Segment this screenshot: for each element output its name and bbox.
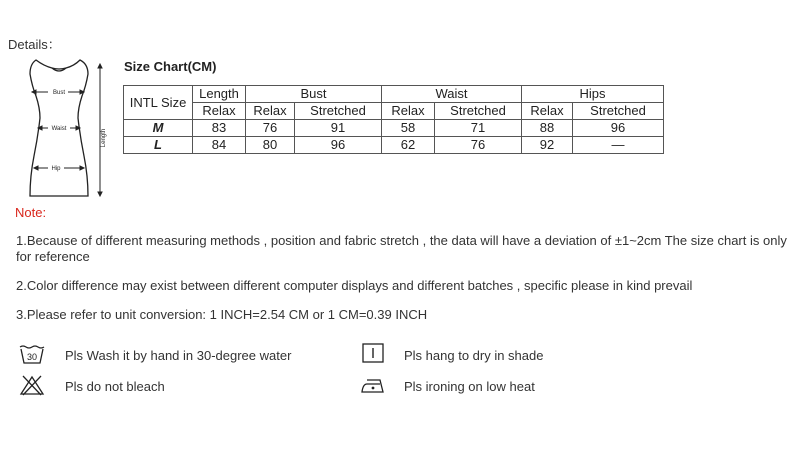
note-item-3: 3.Please refer to unit conversion: 1 INCH=2.54 CM or 1 CM=0.39 INCH: [16, 307, 428, 322]
table-cell: 76: [435, 137, 522, 154]
table-cell: —: [573, 137, 664, 154]
care-bleach-text: Pls do not bleach: [65, 379, 165, 394]
table-cell: 91: [295, 120, 382, 137]
no-bleach-icon: [19, 374, 45, 396]
dress-bust-label: Bust: [52, 90, 66, 96]
hips-header: Hips: [522, 86, 664, 103]
note-item-2: 2.Color difference may exist between different computer displays and different batches , specific please in kind prevail: [16, 278, 693, 293]
bust-relax-header: Relax: [246, 103, 295, 120]
size-chart-title: Size Chart(CM): [124, 59, 217, 74]
table-cell: 71: [435, 120, 522, 137]
care-wash-text: Pls Wash it by hand in 30-degree water: [65, 348, 292, 363]
length-header: Length: [193, 86, 246, 103]
wash-temperature: 30: [26, 352, 38, 362]
table-subheader-row: [124, 103, 664, 120]
size-chart-table: [123, 85, 664, 154]
hand-wash-icon: [19, 343, 45, 365]
table-cell: 76: [246, 120, 295, 137]
table-cell: 62: [382, 137, 435, 154]
waist-header: Waist: [382, 86, 522, 103]
table-row: [124, 137, 664, 154]
dress-waist-label: Waist: [51, 126, 67, 132]
note-label: Note:: [15, 205, 47, 220]
size-cell: M: [124, 120, 193, 137]
dress-diagram: [14, 56, 114, 204]
hips-stretched-header: Stretched: [573, 103, 664, 120]
table-cell: 80: [246, 137, 295, 154]
dress-hip-label: Hip: [51, 166, 61, 172]
table-row: [124, 120, 664, 137]
table-cell: 83: [193, 120, 246, 137]
size-cell: L: [124, 137, 193, 154]
bust-stretched-header: Stretched: [295, 103, 382, 120]
iron-low-heat-icon: [360, 374, 386, 396]
table-cell: 88: [522, 120, 573, 137]
care-iron-text: Pls ironing on low heat: [404, 379, 535, 394]
care-hang-text: Pls hang to dry in shade: [404, 348, 544, 363]
table-header-row: [124, 86, 664, 103]
length-relax-header: Relax: [193, 103, 246, 120]
table-cell: 96: [295, 137, 382, 154]
waist-stretched-header: Stretched: [435, 103, 522, 120]
dress-length-label: Length: [101, 128, 107, 148]
table-cell: 58: [382, 120, 435, 137]
table-cell: 96: [573, 120, 664, 137]
table-cell: 84: [193, 137, 246, 154]
hips-relax-header: Relax: [522, 103, 573, 120]
intl-size-header: INTL Size: [124, 86, 193, 120]
table-cell: 92: [522, 137, 573, 154]
waist-relax-header: Relax: [382, 103, 435, 120]
note-item-1: 1.Because of different measuring methods , position and fabric stretch , the data will have a deviation of ±1~2cm The size chart is only for reference: [16, 233, 787, 264]
details-label: Details：: [8, 37, 61, 52]
hang-dry-icon: [360, 342, 386, 364]
bust-header: Bust: [246, 86, 382, 103]
